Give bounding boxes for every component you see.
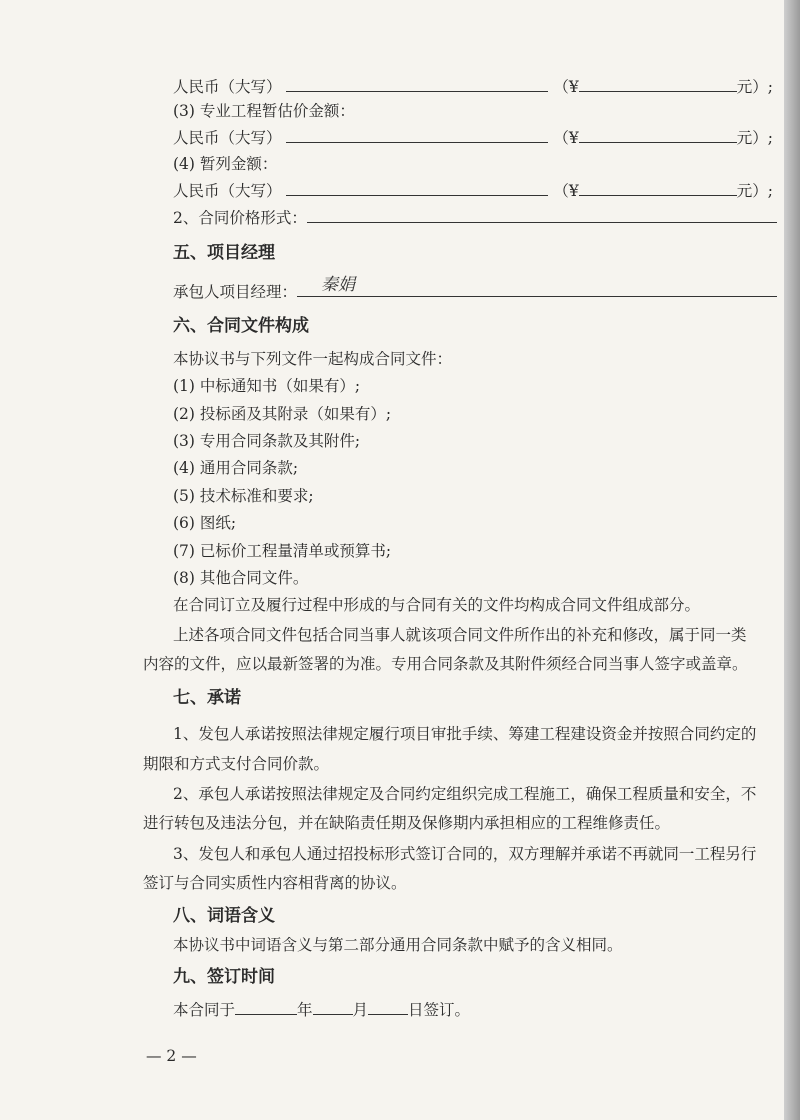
paragraph: 3、发包人和承包人通过招投标形式签订合同的，双方理解并承诺不再就同一工程另行 [173, 845, 757, 863]
amount-figure-blank [579, 127, 737, 143]
paragraph: 本协议书中词语含义与第二部分通用合同条款中赋予的含义相同。 [173, 936, 623, 954]
paragraph: 1、发包人承诺按照法律规定履行项目审批手续、筹建工程建设资金并按照合同约定的 [173, 725, 757, 743]
month-blank [313, 999, 353, 1015]
doc-item: (8) 其他合同文件。 [173, 569, 309, 587]
amount-words-blank [286, 127, 548, 143]
paragraph: 内容的文件，应以最新签署的为准。专用合同条款及其附件须经合同当事人签字或盖章。 [143, 655, 748, 673]
amount-words-blank [286, 76, 548, 92]
amount-row: 人民币（大写） （¥ 元）; [173, 182, 773, 200]
doc-item: (6) 图纸; [173, 514, 237, 532]
doc-item: (5) 技术标准和要求; [173, 487, 314, 505]
doc-item: (4) 通用合同条款; [173, 459, 299, 477]
item-4: (4) 暂列金额： [173, 155, 278, 173]
section-8-heading: 八、词语含义 [173, 906, 275, 926]
item-3: (3) 专业工程暂估价金额： [173, 102, 355, 120]
price-form-row: 2、合同价格形式： [173, 207, 777, 228]
pm-blank [297, 275, 777, 297]
doc-item: (2) 投标函及其附录（如果有）; [173, 405, 392, 423]
amount-figure-blank [579, 180, 737, 196]
paragraph: 签订与合同实质性内容相背离的协议。 [143, 874, 407, 892]
signing-date-row: 本合同于 年 月 日签订。 [173, 1001, 471, 1019]
section-6-intro: 本协议书与下列文件一起构成合同文件： [173, 350, 453, 368]
paragraph: 2、承包人承诺按照法律规定及合同约定组织完成工程施工，确保工程质量和安全，不 [173, 785, 757, 803]
section-7-heading: 七、承诺 [173, 688, 241, 708]
amount-figure-blank [579, 76, 737, 92]
paragraph: 在合同订立及履行过程中形成的与合同有关的文件均构成合同文件组成部分。 [173, 596, 701, 614]
amount-row: 人民币（大写） （¥ 元）; [173, 78, 773, 96]
doc-item: (7) 已标价工程量清单或预算书; [173, 542, 392, 560]
paragraph: 上述各项合同文件包括合同当事人就该项合同文件所作出的补充和修改，属于同一类 [173, 626, 747, 644]
amount-row: 人民币（大写） （¥ 元）; [173, 129, 773, 147]
doc-item: (3) 专用合同条款及其附件; [173, 432, 361, 450]
section-5-heading: 五、项目经理 [173, 243, 275, 263]
pm-row: 承包人项目经理： 秦娟 [173, 281, 777, 302]
scan-edge [784, 0, 800, 1120]
doc-item: (1) 中标通知书（如果有）; [173, 377, 361, 395]
amount-words-blank [286, 180, 548, 196]
price-form-blank [307, 207, 777, 223]
section-9-heading: 九、签订时间 [173, 967, 275, 987]
section-6-heading: 六、合同文件构成 [173, 316, 309, 336]
paragraph: 进行转包及违法分包，并在缺陷责任期及保修期内承担相应的工程维修责任。 [143, 814, 671, 832]
page-number: — 2 — [146, 1047, 197, 1065]
pm-signature: 秦娟 [321, 275, 356, 295]
year-blank [235, 999, 297, 1015]
day-blank [368, 999, 408, 1015]
paragraph: 期限和方式支付合同价款。 [143, 755, 330, 773]
